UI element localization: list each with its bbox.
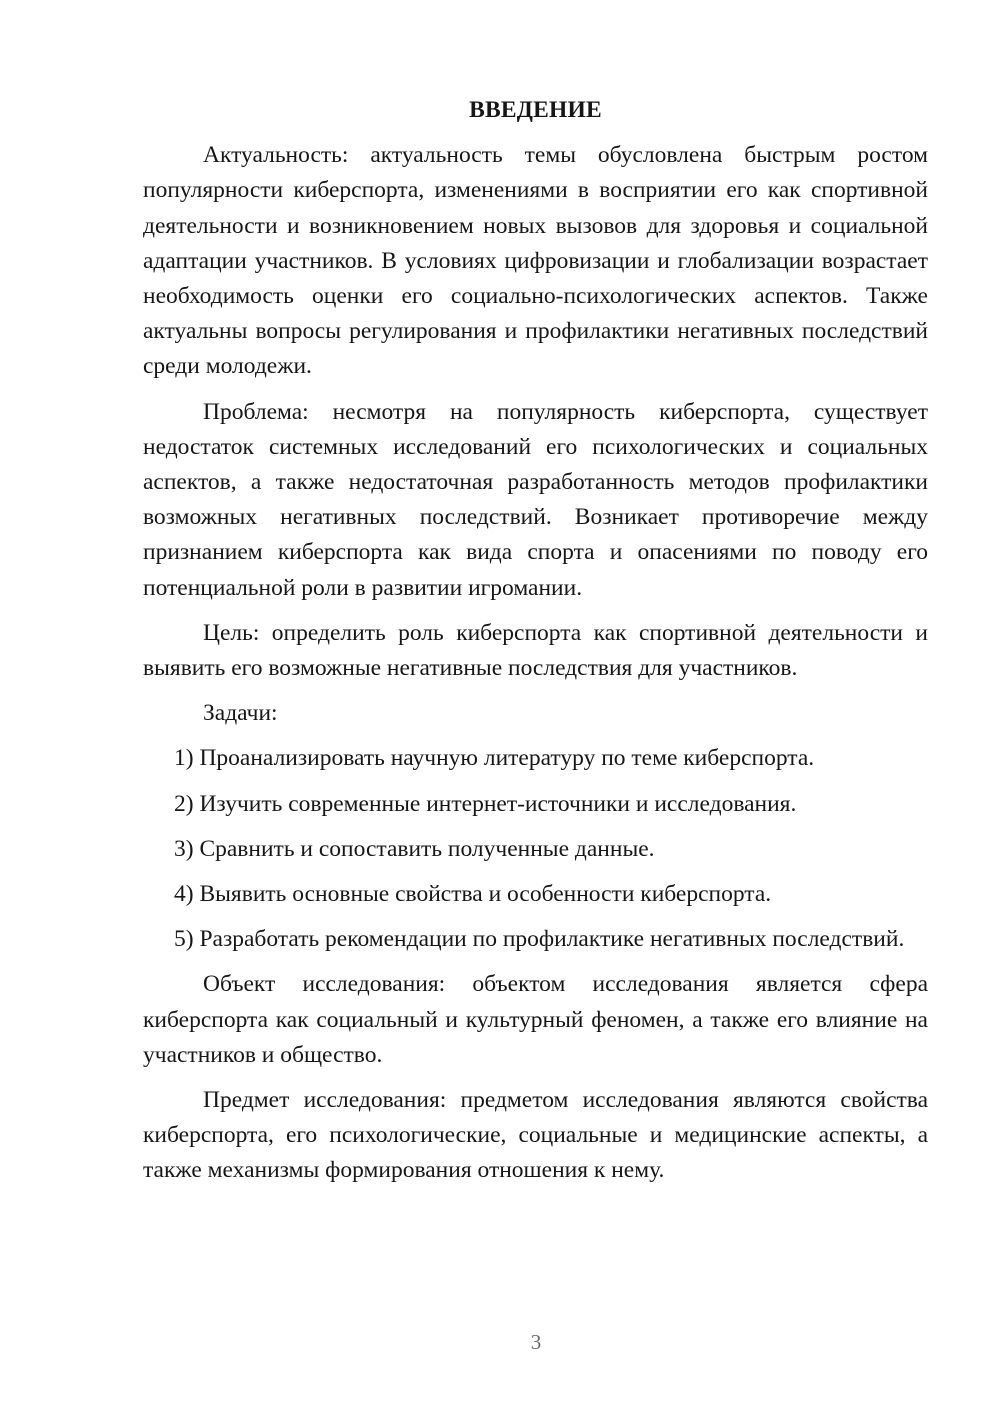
subject-paragraph: Предмет исследования: предметом исследования являются свойства киберспорта, его психологические, социальные и медицинские аспекты, а также механизмы формирования отношения к нему.: [143, 1087, 928, 1184]
object-paragraph: Объект исследования: объектом исследования является сфера киберспорта как социальный и культурный феномен, а также его влияние на участников и общество.: [143, 971, 928, 1068]
task-item-4: 4) Выявить основные свойства и особенности киберспорта.: [174, 881, 772, 908]
task-item-1: 1) Проанализировать научную литературу по теме киберспорта.: [174, 745, 815, 772]
task-item-2: 2) Изучить современные интернет-источники и исследования.: [174, 790, 797, 817]
goal-paragraph: Цель: определить роль киберспорта как спортивной деятельности и выявить его возможные негативные последствия для участников.: [143, 619, 928, 682]
problem-paragraph: Проблема: несмотря на популярность киберспорта, существует недостаток системных исследований его психологических и социальных аспектов, а также недостаточная разработанность методов профилактики возможных негативных последствий. Возникает противоречие между признанием киберспорта как вида спорта и опасениями по поводу его потенциальной роли в развитии игромании.: [143, 398, 928, 601]
page-title: ВВЕДЕНИЕ: [469, 97, 602, 123]
task-item-3: 3) Сравнить и сопоставить полученные данные.: [174, 835, 655, 862]
page-number: 3: [530, 1330, 542, 1354]
task-item-5: 5) Разработать рекомендации по профилактике негативных последствий.: [174, 926, 905, 953]
relevance-paragraph: Актуальность: актуальность темы обусловлена быстрым ростом популярности киберспорта, изменениями в восприятии его как спортивной деятельности и возникновением новых вызовов для здоровья и социальной адаптации участников. В условиях цифровизации и глобализации возрастает необходимость оценки его социально-психологических аспектов. Также актуальны вопросы регулирования и профилактики негативных последствий среди молодежи.: [143, 142, 928, 380]
page-content: [143, 93, 928, 1199]
tasks-heading: Задачи:: [203, 700, 278, 727]
